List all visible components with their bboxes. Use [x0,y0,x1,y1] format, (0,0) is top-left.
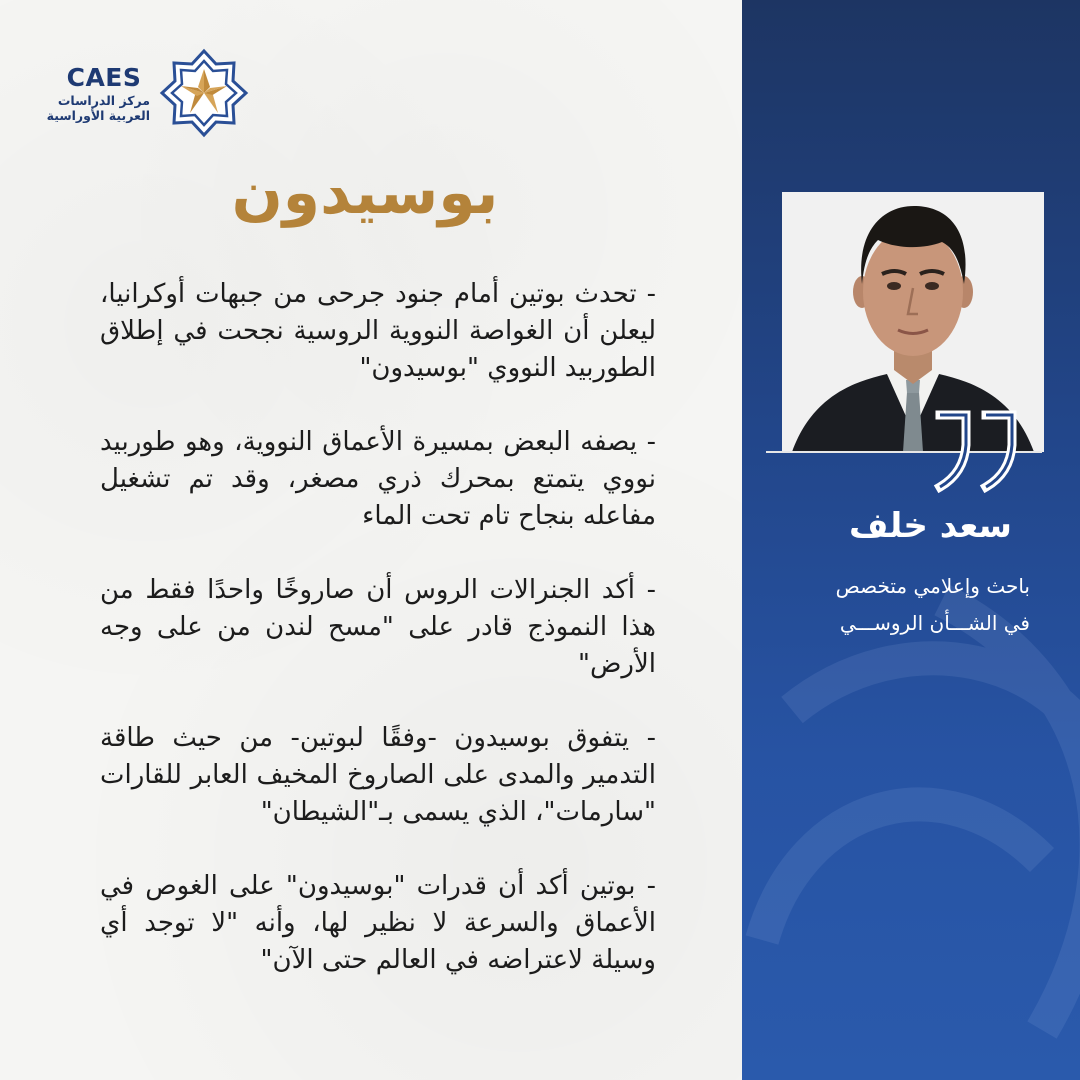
logo-name-line1: مركز الدراسات [57,93,150,108]
article-body [100,276,656,1016]
paragraph: - تحدث بوتين أمام جنود جرحى من جبهات أوكرانيا، ليعلن أن الغواصة النووية الروسية نجحت في إطلاق الطوربيد النووي "بوسيدون" [100,279,656,383]
paragraph: - يتفوق بوسيدون -وفقًا لبوتين- من حيث طاقة التدمير والمدى على الصاروخ المخيف العابر للقارات "سارمات"، الذي يسمى بـ"الشيطان" [100,723,656,827]
author-role-line1: باحث وإعلامي متخصص [835,574,1030,598]
quote-mark-icon [922,405,1032,495]
paragraph: - يصفه البعض بمسيرة الأعماق النووية، وهو طوربيد نووي يتمتع بمحرك ذري مصغر، وقد تم تشغيل مفاعله بنجاح تام تحت الماء [100,427,656,531]
logo-acronym: CAES [66,63,142,92]
paragraph: - بوتين أكد أن قدرات "بوسيدون" على الغوص في الأعماق والسرعة لا نظير لها، وأنه "لا توجد أي وسيلة لاعتراضه في العالم حتى الآن" [100,871,656,975]
paragraph: - أكد الجنرالات الروس أن صاروخًا واحدًا فقط من هذا النموذج قادر على "مسح لندن من على وجه الأرض" [100,575,656,679]
author-role-line2: في الشـــأن الروســـي [839,611,1030,635]
author-role [760,568,1030,642]
caes-logo[interactable] [46,48,250,138]
author-name: سعد خلف [849,506,1012,546]
headline: بوسيدون [231,158,499,228]
logo-name-line2: العربية الأوراسية [46,108,150,123]
star-emblem-icon [158,48,250,138]
